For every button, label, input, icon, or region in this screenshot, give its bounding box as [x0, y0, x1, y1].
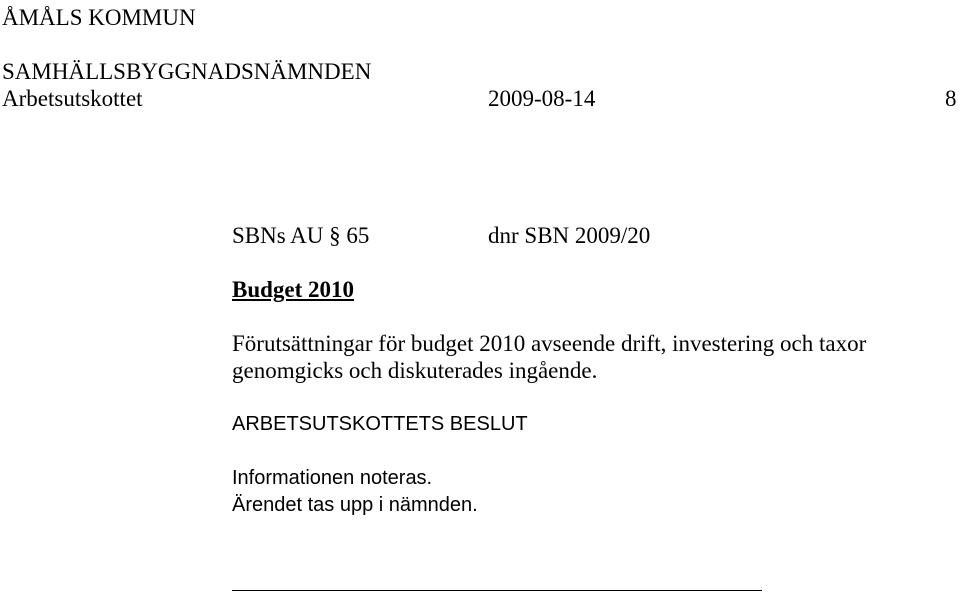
- decision-line-2: Ärendet tas upp i nämnden.: [232, 494, 478, 516]
- municipality-name: ÅMÅLS KOMMUN: [2, 5, 196, 30]
- case-title: Budget 2010: [232, 277, 355, 302]
- description-line-1: Förutsättningar för budget 2010 avseende drift, investering och taxor: [232, 331, 867, 356]
- diary-number: dnr SBN 2009/20: [488, 223, 651, 248]
- page-number: 8: [945, 86, 957, 111]
- committee-name: Arbetsutskottet: [2, 86, 143, 111]
- decision-line-1: Informationen noteras.: [232, 467, 433, 489]
- description-line-2: genomgicks och diskuterades ingående.: [232, 358, 598, 383]
- paragraph-reference: SBNs AU § 65: [232, 223, 370, 248]
- board-name: SAMHÄLLSBYGGNADSNÄMNDEN: [2, 59, 372, 84]
- decision-heading: ARBETSUTSKOTTETS BESLUT: [232, 413, 528, 435]
- meeting-date: 2009-08-14: [488, 86, 596, 111]
- signature-line: [232, 590, 762, 591]
